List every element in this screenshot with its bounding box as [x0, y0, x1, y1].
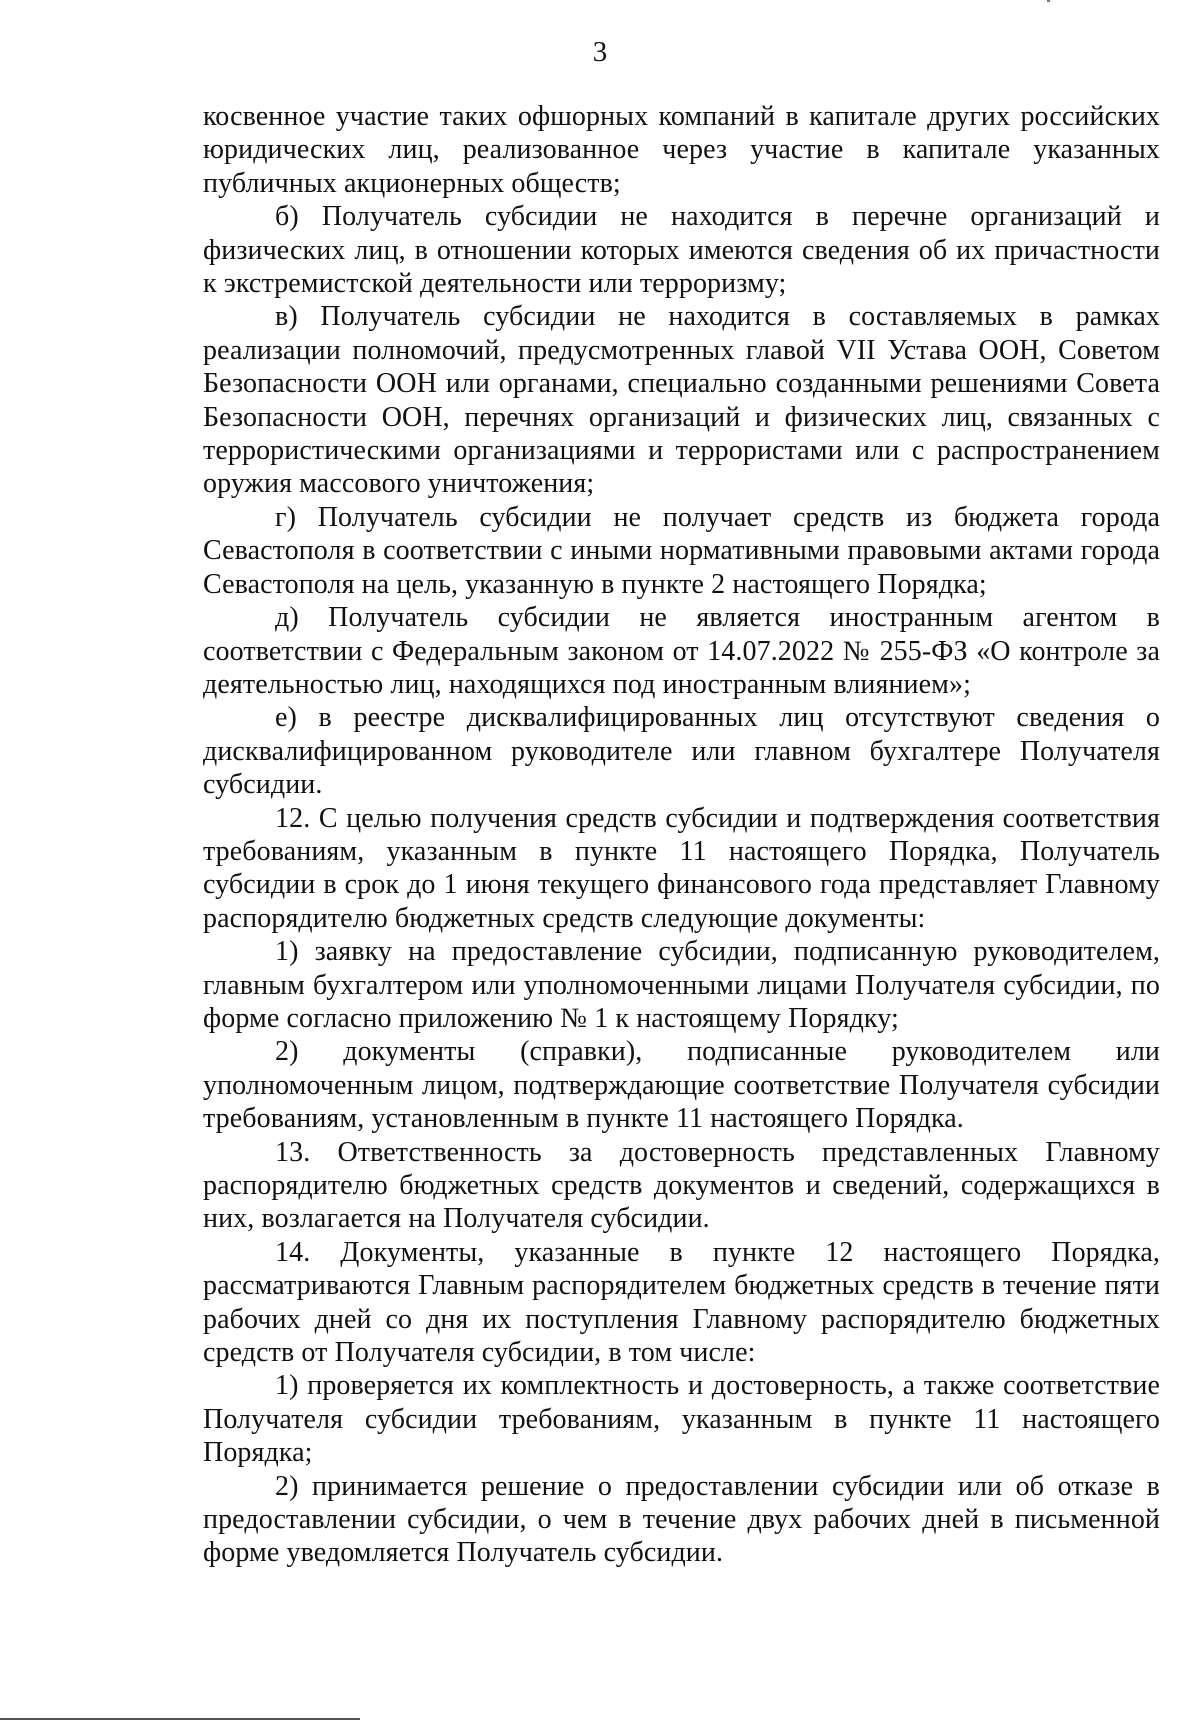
paragraph-item-g: г) Получатель субсидии не получает средств из бюджета города Севастополя в соответствии с иными нормативными правовыми актами города Севастополя на цель, указанную в пункте 2 настоящего Порядка; [203, 501, 1160, 600]
paragraph-item-v: в) Получатель субсидии не находится в составляемых в рамках реализации полномочий, предусмотренных главой VII Устава ООН, Советом Безопасности ООН или органами, специально созданными решениями Совета Безопасности ООН, перечнях организаций и физических лиц, связанных с террористическими организациями и террористами или с распространением оружия массового уничтожения; [203, 301, 1160, 500]
paragraph-clause-14: 14. Документы, указанные в пункте 12 настоящего Порядка, рассматриваются Главным распорядителем бюджетных средств в течение пяти рабочих дней со дня их поступления Главному распорядителю бюджетных средств от Получателя субсидии, в том числе: [203, 1236, 1160, 1369]
paragraph-item-d: д) Получатель субсидии не является иностранным агентом в соответствии с Федеральным законом от 14.07.2022 № 255-ФЗ «О контроле за деятельностью лиц, находящихся под иностранным влиянием»; [203, 602, 1160, 700]
paragraph-continuation: косвенное участие таких офшорных компаний в капитале других российских юридических лиц, реализованное через участие в капитале указанных публичных акционерных обществ; [203, 101, 1160, 199]
paragraph-clause-13: 13. Ответственность за достоверность представленных Главному распорядителю бюджетных средств документов и сведений, содержащихся в них, возлагается на Получателя субсидии. [203, 1136, 1160, 1235]
paragraph-clause-12-item-1: 1) заявку на предоставление субсидии, подписанную руководителем, главным бухгалтером или уполномоченными лицами Получателя субсидии, по форме согласно приложению № 1 к настоящему Порядку; [203, 936, 1160, 1034]
paragraph-clause-12: 12. С целью получения средств субсидии и подтверждения соответствия требованиям, указанным в пункте 11 настоящего Порядка, Получатель субсидии в срок до 1 июня текущего финансового года представляет Главному распорядителю бюджетных средств следующие документы: [203, 802, 1160, 934]
paragraph-item-b: б) Получатель субсидии не находится в перечне организаций и физических лиц, в отношении которых имеются сведения об их причастности к экстремистской деятельности или терроризму; [203, 201, 1160, 300]
page-number: 3 [592, 36, 608, 68]
scan-edge-line [0, 1718, 360, 1720]
paragraph-clause-12-item-2: 2) документы (справки), подписанные руководителем или уполномоченным лицом, подтверждающие соответствие Получателя субсидии требованиям, установленным в пункте 11 настоящего Порядка. [203, 1036, 1160, 1135]
document-body [203, 100, 1160, 1570]
paragraph-clause-14-item-1: 1) проверяется их комплектность и достоверность, а также соответствие Получателя субсидии требованиям, указанным в пункте 11 настоящего Порядка; [203, 1370, 1160, 1469]
scan-artifact [1047, 0, 1050, 2]
paragraph-clause-14-item-2: 2) принимается решение о предоставлении субсидии или об отказе в предоставлении субсидии, о чем в течение двух рабочих дней в письменной форме уведомляется Получатель субсидии. [203, 1470, 1160, 1569]
paragraph-item-e: е) в реестре дисквалифицированных лиц отсутствуют сведения о дисквалифицированном руководителе или главном бухгалтере Получателя субсидии. [203, 702, 1160, 801]
